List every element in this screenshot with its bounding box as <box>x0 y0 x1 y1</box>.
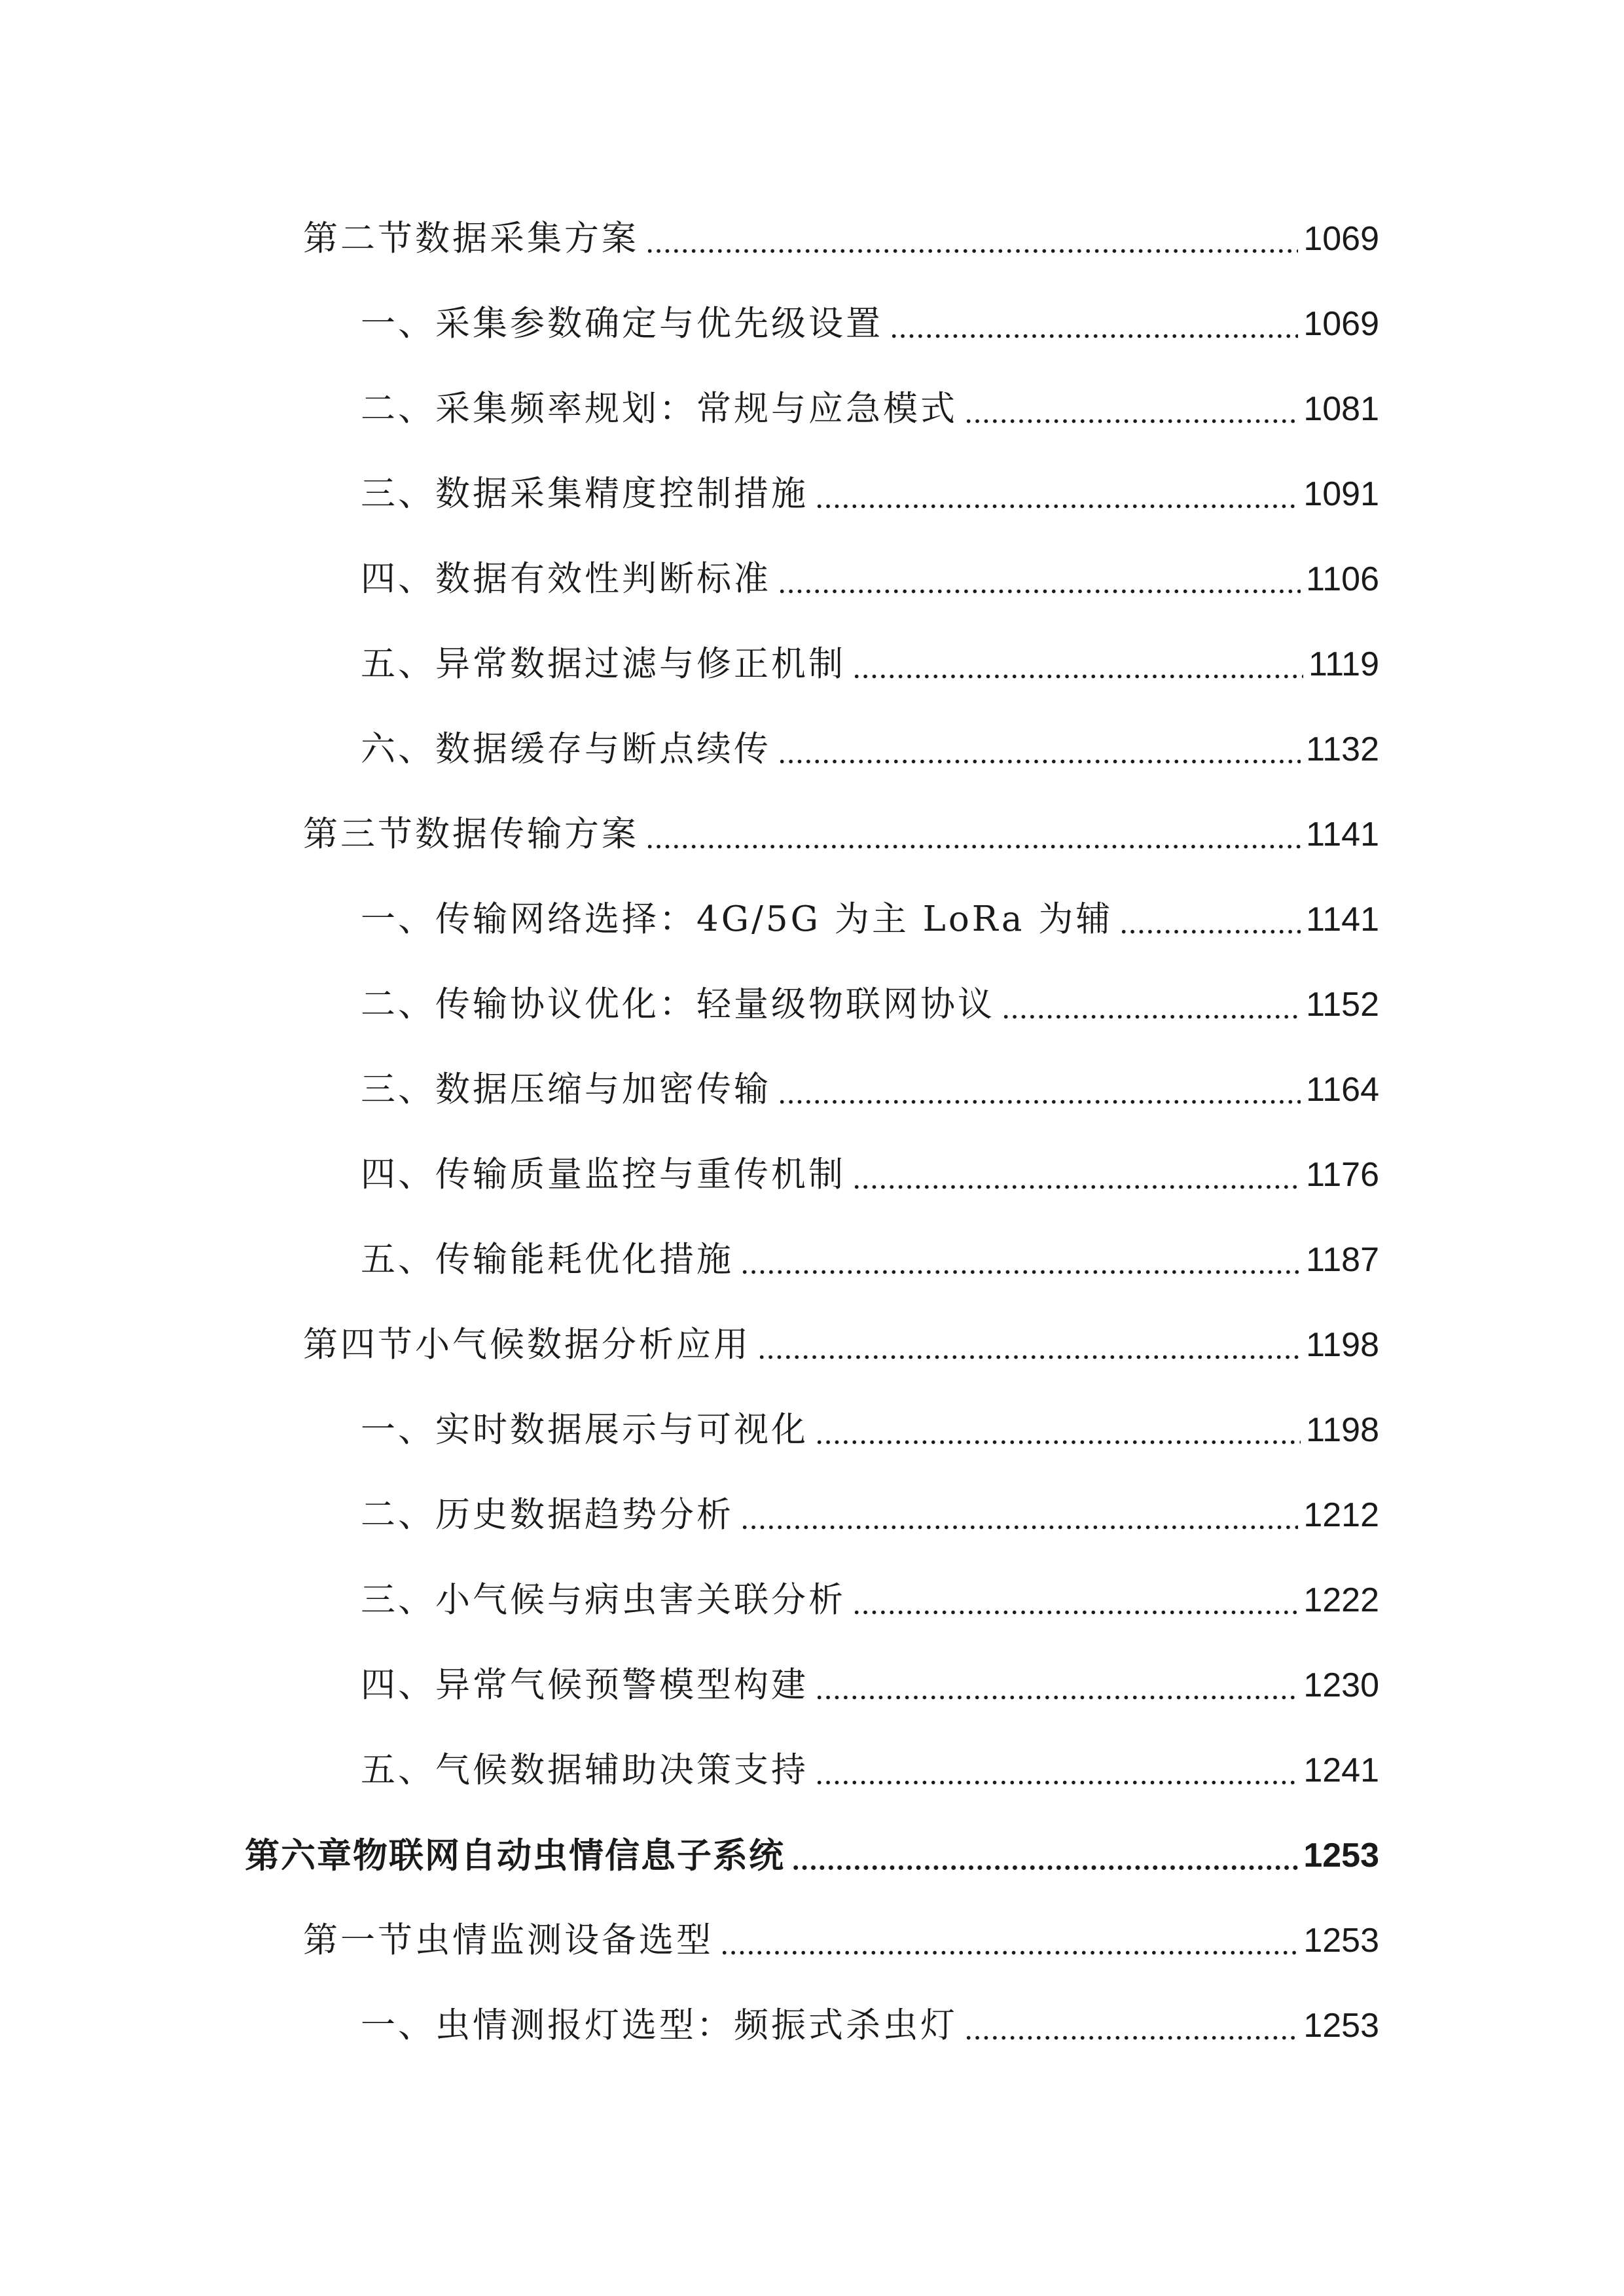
toc-entry[interactable] <box>361 1064 1379 1116</box>
toc-entry-title: 五、气候数据辅助决策支持 <box>361 1750 808 1790</box>
toc-entry[interactable] <box>361 1234 1379 1286</box>
toc-page-number: 1230 <box>1303 1666 1379 1704</box>
toc-page-number: 1187 <box>1306 1241 1379 1279</box>
toc-page-number: 1106 <box>1306 560 1379 598</box>
dot-leader <box>720 1914 1298 1967</box>
toc-entry-title: 四、异常气候预警模型构建 <box>361 1665 808 1705</box>
toc-entry-title: 一、虫情测报灯选型：频振式杀虫灯 <box>361 2005 958 2045</box>
toc-entry[interactable] <box>361 468 1379 520</box>
toc-entry[interactable] <box>361 638 1379 691</box>
dot-leader <box>815 1659 1298 1712</box>
dot-leader <box>757 1319 1301 1371</box>
toc-entry[interactable] <box>361 978 1379 1031</box>
toc-page-number: 1141 <box>1306 816 1379 853</box>
toc-entry-title: 三、数据压缩与加密传输 <box>361 1069 771 1109</box>
dot-leader <box>740 1234 1301 1286</box>
toc-entry-title: 第二节数据采集方案 <box>303 219 639 259</box>
dot-leader <box>1119 893 1301 946</box>
toc-entry[interactable] <box>303 1914 1379 1967</box>
dot-leader <box>740 1489 1298 1541</box>
toc-page-number: 1222 <box>1303 1581 1379 1619</box>
toc-entry[interactable] <box>361 1659 1379 1712</box>
toc-entry-title: 一、实时数据展示与可视化 <box>361 1410 808 1450</box>
toc-page-number: 1212 <box>1303 1496 1379 1534</box>
toc-page-number: 1253 <box>1303 2007 1379 2045</box>
dot-leader <box>778 553 1301 605</box>
dot-leader <box>645 808 1301 861</box>
dot-leader <box>778 723 1301 776</box>
toc-entry-title: 二、历史数据趋势分析 <box>361 1495 734 1535</box>
toc-entry-title: 第三节数据传输方案 <box>303 814 639 854</box>
toc-page-number: 1241 <box>1303 1751 1379 1789</box>
toc-page-number: 1176 <box>1306 1156 1379 1194</box>
toc-entry-title: 三、小气候与病虫害关联分析 <box>361 1580 846 1620</box>
toc-entry[interactable] <box>361 383 1379 435</box>
toc-entry-title: 第一节虫情监测设备选型 <box>303 1920 713 1960</box>
toc-entry-chapter[interactable] <box>245 1829 1379 1882</box>
dot-leader <box>791 1829 1298 1882</box>
toc-page-number: 1119 <box>1308 645 1379 683</box>
toc-entry[interactable] <box>303 808 1379 861</box>
toc-entry-title: 五、异常数据过滤与修正机制 <box>361 644 846 684</box>
toc-entry[interactable] <box>303 1319 1379 1371</box>
toc-entry[interactable] <box>361 893 1379 946</box>
toc-entry[interactable] <box>361 1404 1379 1456</box>
toc-entry[interactable] <box>361 1489 1379 1541</box>
toc-entry-title: 第六章物联网自动虫情信息子系统 <box>245 1835 785 1876</box>
toc-entry-title: 二、采集频率规划：常规与应急模式 <box>361 389 958 429</box>
toc-page-number: 1141 <box>1306 901 1379 939</box>
toc-page-number: 1069 <box>1303 220 1379 258</box>
dot-leader <box>1001 978 1301 1031</box>
dot-leader <box>852 1574 1298 1626</box>
toc-entry-title: 四、数据有效性判断标准 <box>361 559 771 599</box>
toc-entry[interactable] <box>361 1744 1379 1797</box>
toc-entry[interactable] <box>361 2000 1379 2052</box>
toc-entry-title: 三、数据采集精度控制措施 <box>361 474 808 514</box>
toc-page-number: 1253 <box>1303 1837 1379 1874</box>
toc-page-number: 1152 <box>1306 986 1379 1024</box>
dot-leader <box>890 298 1298 350</box>
toc-entry-title: 五、传输能耗优化措施 <box>361 1240 734 1280</box>
toc-page-number: 1253 <box>1303 1922 1379 1960</box>
toc-page-number: 1069 <box>1303 305 1379 343</box>
toc-entry[interactable] <box>361 1149 1379 1201</box>
toc-entry-title: 六、数据缓存与断点续传 <box>361 729 771 769</box>
dot-leader <box>815 1404 1301 1456</box>
toc-entry[interactable] <box>361 298 1379 350</box>
toc-page-number: 1198 <box>1306 1326 1379 1364</box>
dot-leader <box>815 1744 1298 1797</box>
toc-page-number: 1198 <box>1306 1411 1379 1449</box>
toc-page-number: 1081 <box>1303 390 1379 428</box>
toc-entry[interactable] <box>303 213 1379 265</box>
dot-leader <box>815 468 1298 520</box>
toc-entry[interactable] <box>361 723 1379 776</box>
dot-leader <box>645 213 1298 265</box>
dot-leader <box>964 2000 1298 2052</box>
dot-leader <box>964 383 1298 435</box>
toc-entry[interactable] <box>361 1574 1379 1626</box>
toc-entry-title: 一、传输网络选择：4G/5G 为主 LoRa 为辅 <box>361 899 1113 939</box>
toc-entry-title: 第四节小气候数据分析应用 <box>303 1325 751 1365</box>
toc-page-number: 1164 <box>1306 1071 1379 1109</box>
dot-leader <box>852 1149 1301 1201</box>
toc-page-number: 1091 <box>1303 475 1379 513</box>
toc-page-number: 1132 <box>1306 730 1379 768</box>
dot-leader <box>852 638 1303 691</box>
dot-leader <box>778 1064 1301 1116</box>
toc-entry[interactable] <box>361 553 1379 605</box>
toc-entry-title: 四、传输质量监控与重传机制 <box>361 1155 846 1194</box>
toc-entry-title: 二、传输协议优化：轻量级物联网协议 <box>361 984 995 1024</box>
toc-entry-title: 一、采集参数确定与优先级设置 <box>361 304 883 344</box>
